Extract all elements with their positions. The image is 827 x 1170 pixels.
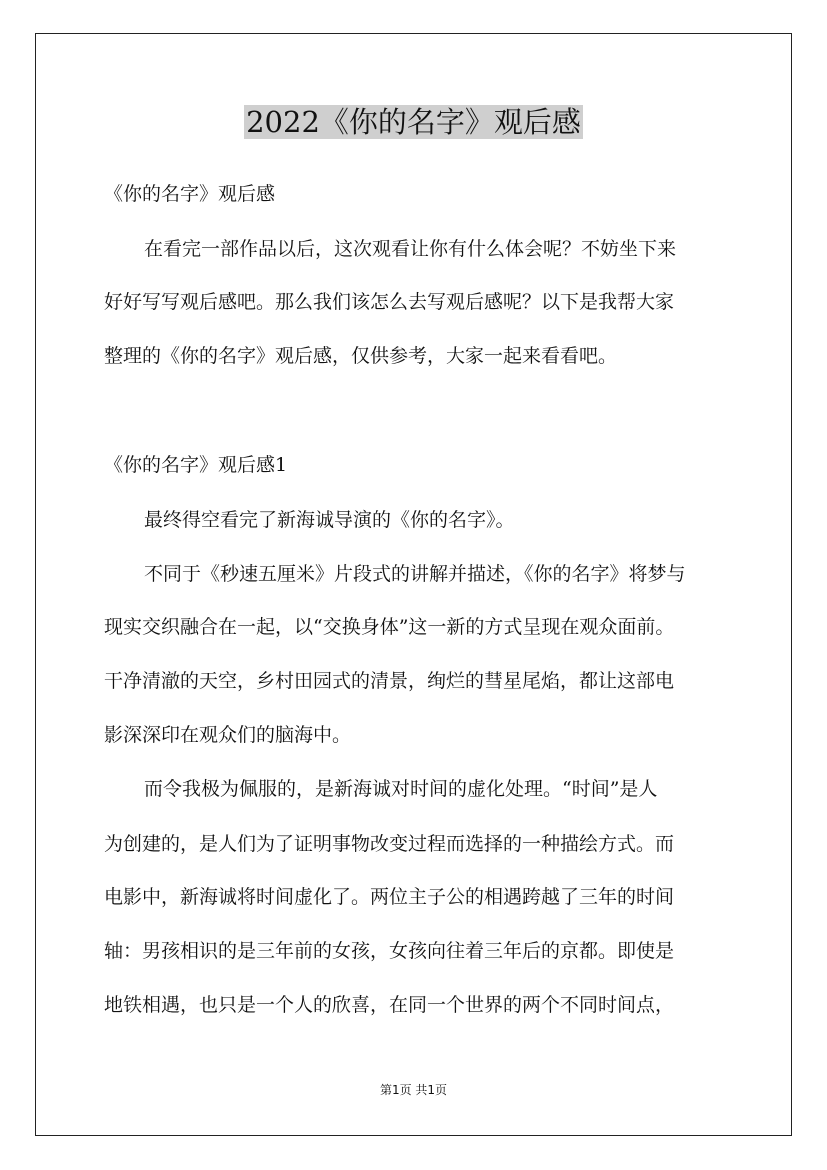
intro-line-3: 整理的《你的名字》观后感，仅供参考，大家一起来看看吧。 bbox=[104, 345, 618, 367]
section-heading: 《你的名字》观后感1 bbox=[104, 454, 288, 476]
body-line-4: 干净清澈的天空，乡村田园式的清景，绚烂的彗星尾焰，都让这部电 bbox=[104, 670, 675, 692]
body-line-5: 影深深印在观众们的脑海中。 bbox=[104, 724, 352, 746]
body-line-1: 最终得空看完了新海诚导演的《你的名字》。 bbox=[144, 509, 515, 531]
body-line-7: 为创建的，是人们为了证明事物改变过程而选择的一种描绘方式。而 bbox=[104, 833, 675, 855]
intro-line-2: 好好写写观后感吧。那么我们该怎么去写观后感呢？以下是我帮大家 bbox=[104, 291, 675, 313]
body-line-6: 而令我极为佩服的，是新海诚对时间的虚化处理。“时间”是人 bbox=[144, 778, 658, 800]
page-footer: 第1页 共1页 bbox=[379, 1083, 448, 1097]
subtitle: 《你的名字》观后感 bbox=[104, 183, 276, 205]
body-line-3: 现实交织融合在一起，以“交换身体”这一新的方式呈现在观众面前。 bbox=[104, 616, 675, 638]
document-title bbox=[0, 102, 827, 142]
document-title-text: 2022《你的名字》观后感 bbox=[246, 105, 581, 139]
body-line-9: 轴：男孩相识的是三年前的女孩，女孩向往着三年后的京都。即使是 bbox=[104, 940, 675, 962]
body-line-8: 电影中，新海诚将时间虚化了。两位主子公的相遇跨越了三年的时间 bbox=[104, 886, 675, 908]
intro-line-1: 在看完一部作品以后，这次观看让你有什么体会呢？不妨坐下来 bbox=[144, 238, 677, 260]
body-line-2: 不同于《秒速五厘米》片段式的讲解并描述，《你的名字》将梦与 bbox=[144, 563, 686, 585]
body-line-10: 地铁相遇，也只是一个人的欣喜，在同一个世界的两个不同时间点， bbox=[104, 994, 675, 1016]
